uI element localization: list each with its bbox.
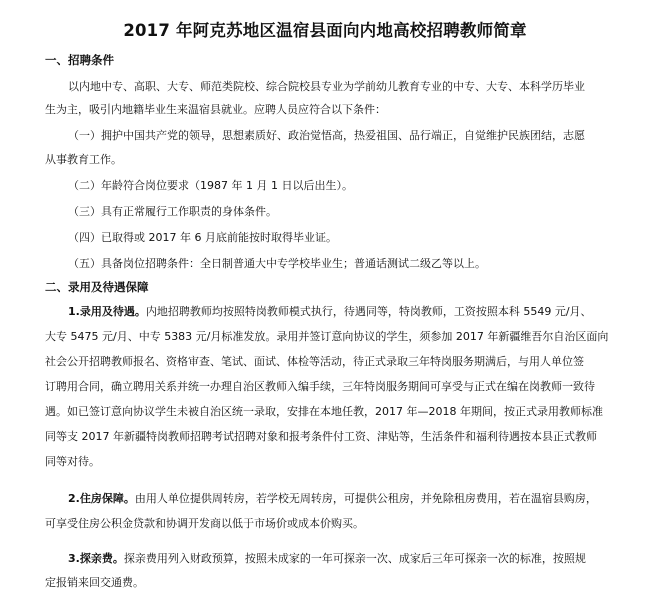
paragraph-line xyxy=(68,552,586,566)
condition-item: （三）具有正常履行工作职责的身体条件。 xyxy=(68,205,277,218)
paragraph-line: 同等支 2017 年新疆特岗教师招聘考试招聘对象和报考条件付工资、津贴等，生活条件和福利待遇按本县正式教师 xyxy=(45,430,597,443)
paragraph-line: 订聘用合同，确立聘用关系并统一办理自治区教师入编手续，三年特岗服务期间可享受与正式在编在岗教师一致待 xyxy=(45,380,595,393)
paragraph-line: 遇。如已签订意向协议学生未被自治区统一录取，安排在本地任教，2017 年—2018 年期间，按正式录用教师标准 xyxy=(45,405,603,418)
intro-line: 生为主，吸引内地籍毕业生来温宿县就业。应聘人员应符合以下条件： xyxy=(45,103,386,116)
paragraph-line xyxy=(68,492,597,506)
condition-item: （四）已取得或 2017 年 6 月底前能按时取得毕业证。 xyxy=(68,231,337,244)
paragraph-text: 探亲费用列入财政预算，按照未成家的一年可探亲一次、成家后三年可探亲一次的标准，按照规 xyxy=(123,552,586,565)
paragraph-text: 内地招聘教师均按照特岗教师模式执行，待遇同等，特岗教师，工资按照本科 5549 元/月、 xyxy=(145,305,592,318)
condition-item: （五）具备岗位招聘条件：全日制普通大中专学校毕业生；普通话测试二级乙等以上。 xyxy=(68,257,486,270)
document-title: 2017 年阿克苏地区温宿县面向内地高校招聘教师简章 xyxy=(123,21,527,40)
paragraph-line: 大专 5475 元/月、中专 5383 元/月标准发放。录用并签订意向协议的学生，须参加 2017 年新疆维吾尔自治区面向 xyxy=(45,330,609,343)
section-heading-recruitment-conditions: 一、招聘条件 xyxy=(45,53,114,67)
paragraph-lead: 1.录用及待遇。 xyxy=(68,305,146,318)
paragraph-line: 定报销来回交通费。 xyxy=(45,576,144,589)
paragraph-lead: 2.住房保障。 xyxy=(68,492,135,505)
paragraph-line xyxy=(68,305,592,319)
condition-item: （二）年龄符合岗位要求（1987 年 1 月 1 日以后出生）。 xyxy=(68,179,353,192)
section-heading-employment-benefits: 二、录用及待遇保障 xyxy=(45,280,149,294)
condition-item: （一）拥护中国共产党的领导，思想素质好、政治觉悟高，热爱祖国、品行端正，自觉维护民族团结，志愿 xyxy=(68,129,585,142)
paragraph-line: 同等对待。 xyxy=(45,455,100,468)
intro-line: 以内地中专、高职、大专、师范类院校、综合院校县专业为学前幼儿教育专业的中专、大专、本科学历毕业 xyxy=(68,80,585,93)
paragraph-line: 可享受住房公积金贷款和协调开发商以低于市场价或成本价购买。 xyxy=(45,517,364,530)
paragraph-line: 社会公开招聘教师报名、资格审查、笔试、面试、体检等活动，待正式录取三年特岗服务期满后，与用人单位签 xyxy=(45,355,584,368)
paragraph-text: 由用人单位提供周转房，若学校无周转房，可提供公租房，并免除租房费用，若在温宿县购房， xyxy=(134,492,597,505)
paragraph-lead: 3.探亲费。 xyxy=(68,552,124,565)
condition-item-continued: 从事教育工作。 xyxy=(45,153,122,166)
